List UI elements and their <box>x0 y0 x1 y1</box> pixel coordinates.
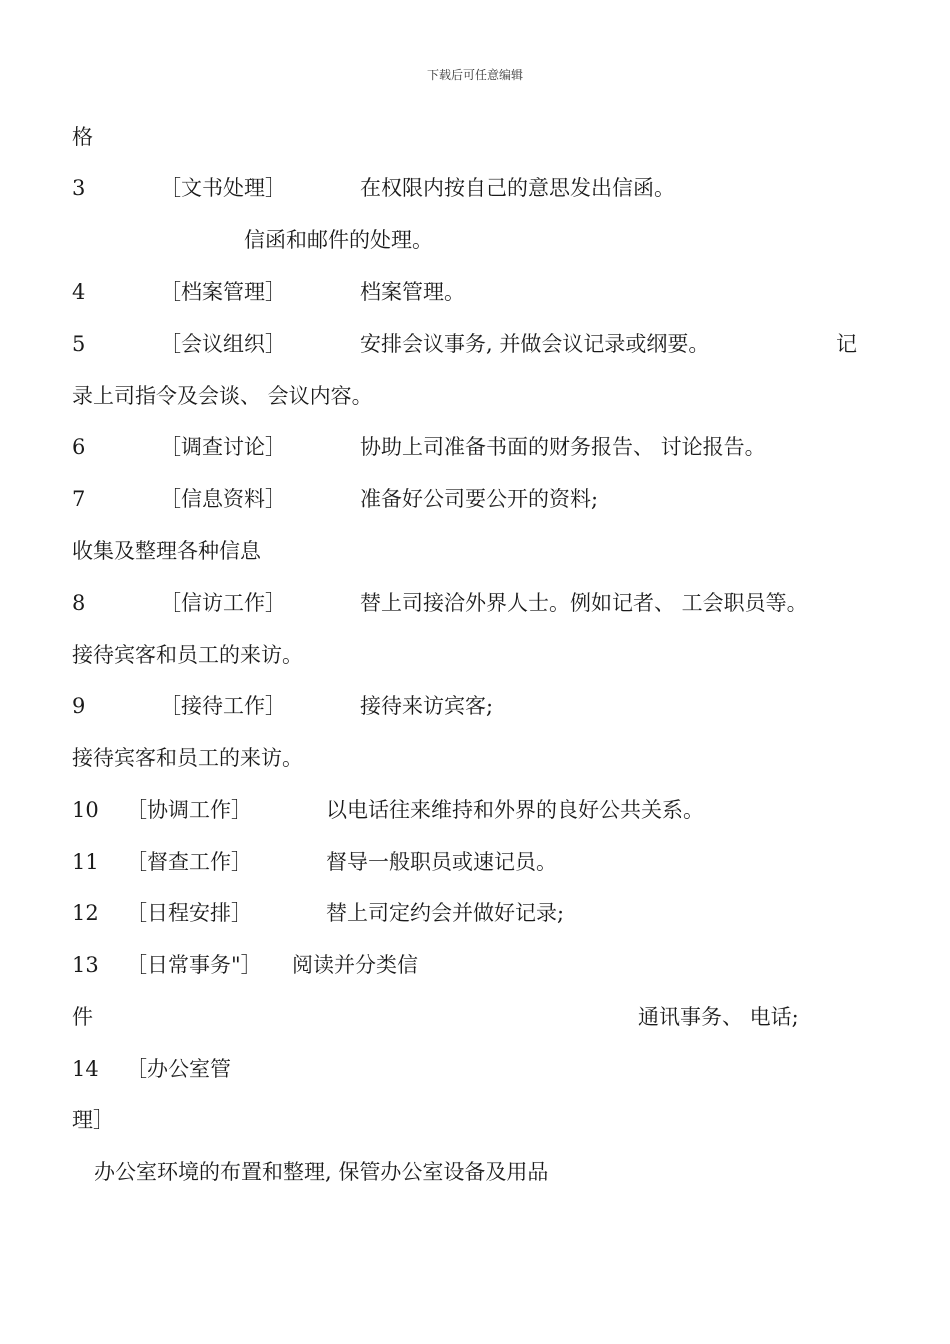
line-text: 办公室环境的布置和整理, 保管办公室设备及用品 <box>94 1160 549 1184</box>
item-description: 档案管理。 <box>360 280 465 304</box>
line-text: 件 <box>72 1005 93 1029</box>
item-tail: 记 <box>836 332 857 356</box>
item-number: 14 <box>72 1057 99 1081</box>
item-number: 9 <box>72 694 86 718</box>
item-number: 11 <box>72 850 99 874</box>
item-title: ［日常事务"］ <box>126 953 262 977</box>
item-title: ［信访工作］ <box>160 591 286 615</box>
item-number: 12 <box>72 901 99 925</box>
line-text: 接待宾客和员工的来访。 <box>72 746 303 770</box>
item-title: ［文书处理］ <box>160 176 286 200</box>
item-description: 以电话往来维持和外界的良好公共关系。 <box>326 798 704 822</box>
line-text: 信函和邮件的处理。 <box>244 228 433 252</box>
item-description: 接待来访宾客; <box>360 694 494 718</box>
item-number: 6 <box>72 435 86 459</box>
item-description: 安排会议事务, 并做会议记录或纲要。 <box>360 332 710 356</box>
item-title: ［接待工作］ <box>160 694 286 718</box>
item-number: 4 <box>72 280 86 304</box>
item-title: ［协调工作］ <box>126 798 252 822</box>
item-description: 阅读并分类信 <box>292 953 418 977</box>
item-number: 13 <box>72 953 99 977</box>
item-description: 准备好公司要公开的资料; <box>360 487 599 511</box>
item-description: 在权限内按自己的意思发出信函。 <box>360 176 675 200</box>
line-text: 录上司指令及会谈、 会议内容。 <box>72 384 373 408</box>
line-text: 收集及整理各种信息 <box>72 539 261 563</box>
item-title: ［会议组织］ <box>160 332 286 356</box>
item-number: 3 <box>72 176 86 200</box>
item-number: 8 <box>72 591 86 615</box>
item-title: ［档案管理］ <box>160 280 286 304</box>
line-text: 通讯事务、 电话; <box>638 1005 799 1029</box>
item-description: 替上司定约会并做好记录; <box>326 901 565 925</box>
item-description: 协助上司准备书面的财务报告、 讨论报告。 <box>360 435 766 459</box>
item-number: 5 <box>72 332 86 356</box>
line-text: 格 <box>72 125 93 149</box>
item-title: ［信息资料］ <box>160 487 286 511</box>
item-number: 7 <box>72 487 86 511</box>
item-title: ［督查工作］ <box>126 850 252 874</box>
item-description: 督导一般职员或速记员。 <box>326 850 557 874</box>
item-title: ［办公室管 <box>126 1057 231 1081</box>
item-description: 替上司接洽外界人士。例如记者、 工会职员等。 <box>360 591 808 615</box>
item-title: ［调查讨论］ <box>160 435 286 459</box>
item-title: ［日程安排］ <box>126 901 252 925</box>
line-text: 接待宾客和员工的来访。 <box>72 643 303 667</box>
item-number: 10 <box>72 798 99 822</box>
line-text: 理］ <box>72 1108 114 1132</box>
header-note: 下载后可任意编辑 <box>426 68 523 82</box>
